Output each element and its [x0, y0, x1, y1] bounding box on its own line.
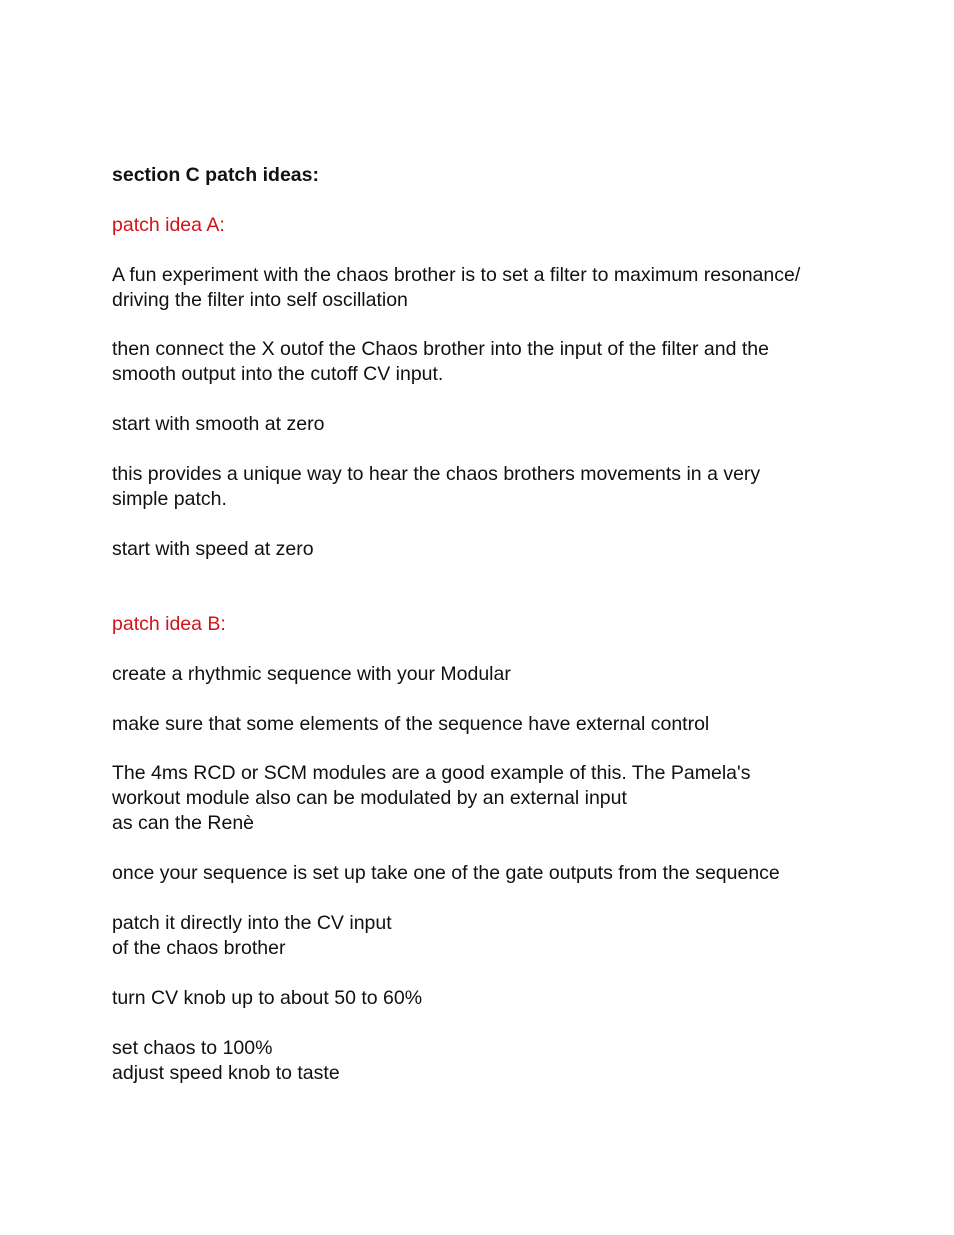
patch-b-paragraph-6: turn CV knob up to about 50 to 60% — [112, 987, 423, 1009]
patch-a-paragraph-1: A fun experiment with the chaos brother is to set a filter to maximum resonance/ driving the filter into self oscillation — [112, 264, 801, 311]
patch-a-paragraph-2: then connect the X outof the Chaos brother into the input of the filter and the smooth output into the cutoff CV input. — [112, 338, 769, 385]
section-heading: section C patch ideas: — [112, 164, 319, 186]
patch-a-paragraph-4: this provides a unique way to hear the chaos brothers movements in a very simple patch. — [112, 463, 761, 510]
patch-b-paragraph-5: patch it directly into the CV input of the chaos brother — [112, 912, 392, 959]
patch-b-paragraph-7: set chaos to 100% adjust speed knob to taste — [112, 1037, 340, 1084]
patch-idea-a-title: patch idea A: — [112, 214, 225, 236]
patch-a-paragraph-5: start with speed at zero — [112, 538, 314, 560]
patch-b-paragraph-2: make sure that some elements of the sequence have external control — [112, 713, 710, 735]
patch-b-paragraph-1: create a rhythmic sequence with your Modular — [112, 663, 511, 685]
patch-idea-b-title: patch idea B: — [112, 613, 226, 635]
patch-b-paragraph-4: once your sequence is set up take one of the gate outputs from the sequence — [112, 862, 780, 884]
patch-b-paragraph-3: The 4ms RCD or SCM modules are a good example of this. The Pamela's workout module also can be modulated by an external input as can the Renè — [112, 762, 751, 834]
patch-a-paragraph-3: start with smooth at zero — [112, 413, 325, 435]
